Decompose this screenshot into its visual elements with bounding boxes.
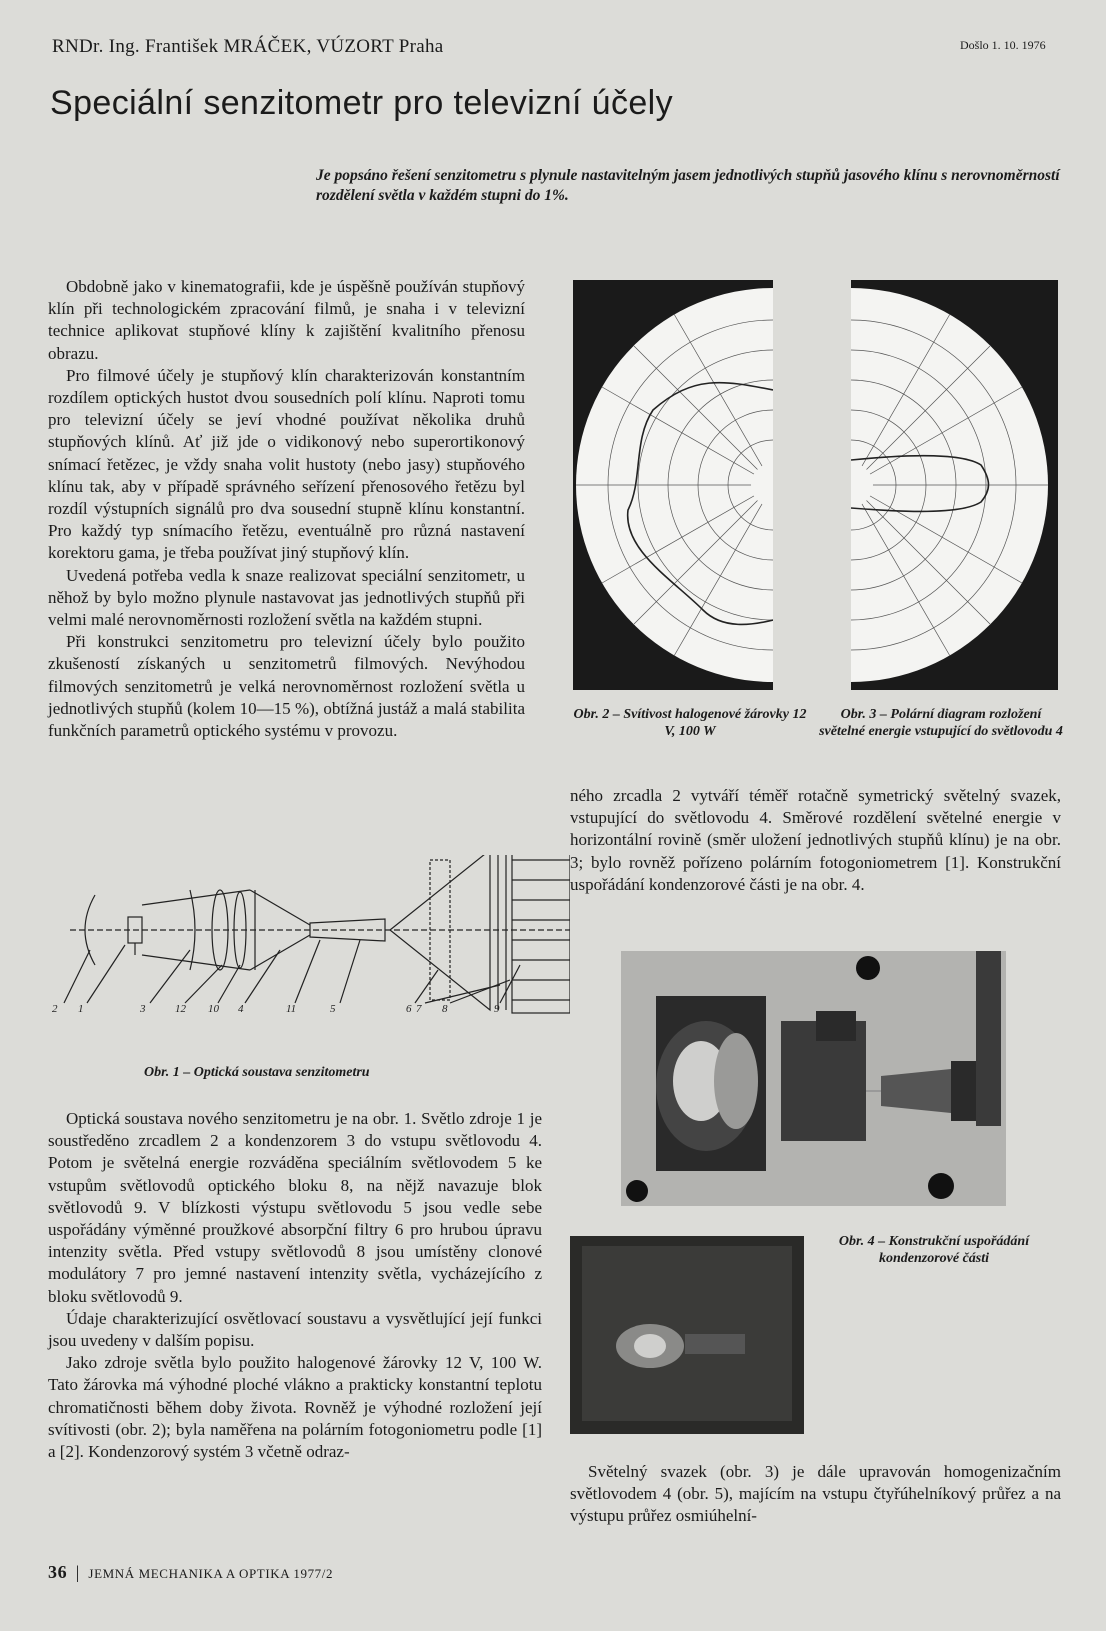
figure-1-caption: Obr. 1 – Optická soustava senzitometru xyxy=(144,1065,370,1080)
right-column-text-mid xyxy=(570,785,1061,896)
fig1-label: 3 xyxy=(140,1003,146,1015)
figure-4-photo-top xyxy=(621,951,1006,1206)
footer-divider: | xyxy=(75,1562,80,1582)
fig1-label: 7 xyxy=(416,1003,422,1015)
abstract: Je popsáno řešení senzitometru s plynule nastavitelným jasem jednotlivých stupňů jasového klínu s nerovnoměrností rozdělení světla v každém stupni do 1%. xyxy=(316,167,1060,204)
figure-4-photo-bottom xyxy=(570,1236,804,1434)
figure-4-caption: Obr. 4 – Konstrukční uspořádání kondenzorové části xyxy=(838,1234,1030,1266)
left-column-text xyxy=(48,276,525,742)
left-column-text-bottom xyxy=(48,1108,542,1463)
received-date: Došlo 1. 10. 1976 xyxy=(960,38,1046,52)
paragraph: Optická soustava nového senzitometru je na obr. 1. Světlo zdroje 1 je soustředěno zrcadlem 2 a kondenzorem 3 do vstupu světlovodu 4. Potom je světelná energie rozváděna speciálním světlovodem 5 ke vstupům světlovodů optického bloku 8, na nějž navazuje blok světlovodů 9. V blízkosti výstupu světlovodu 5 jsou vedle sebe uspořádány výměnné proužkové absorpční filtry 6 pro hrubou úpravu intenzity světla. Před vstupy světlovodů 8 jsou umístěny clonové modulátory 7 pro jemné nastavení intenzity světla, vycházejícího z bloku světlovodů 9. xyxy=(48,1109,542,1306)
fig1-label: 4 xyxy=(238,1003,244,1015)
paragraph: Uvedená potřeba vedla k snaze realizovat speciální senzitometr, u něhož by bylo možno plynule nastavovat jas jednotlivých stupňů při velmi malé nerovnoměrnosti rozložení světla na každém stupni. xyxy=(48,565,525,630)
fig1-label: 12 xyxy=(175,1003,186,1015)
paragraph: Pro filmové účely je stupňový klín charakterizován konstantním rozdílem optických hustot dvou sousedních polí klínu. Naproti tomu pro televizní účely se jeví vhodné používat několika druhů stupňových klínů. Ať již jde o vidikonový nebo superortikonový snímací řetězec, je vždy snaha volit hustoty (nebo jasy) stupňového klínu tak, aby v případě správného seřízení přenosového řetězu byl rozdíl výstupních signálů pro dva sousední stupně klínu konstantní. Pro každý typ snímacího řetězu, eventuálně pro různá nastavení korektoru gama, je třeba používat jiný stupňový klín. xyxy=(48,365,525,563)
figure-3-polar-diagram xyxy=(851,280,1058,690)
page-footer xyxy=(48,1562,333,1583)
journal-name: JEMNÁ MECHANIKA A OPTIKA 1977/2 xyxy=(88,1566,334,1581)
fig1-label: 6 xyxy=(406,1003,412,1015)
figure-2-caption: Obr. 2 – Svítivost halogenové žárovky 12 V, 100 W xyxy=(573,707,807,739)
article-title: Speciální senzitometr pro televizní účely xyxy=(50,84,674,122)
fig1-label: 2 xyxy=(52,1003,58,1015)
fig1-label: 5 xyxy=(330,1003,336,1015)
right-column-text-bottom xyxy=(570,1461,1061,1528)
paragraph: Obdobně jako v kinematografii, kde je úspěšně používán stupňový klín při technologickém zpracování filmů, je snaha i v televizní technice aplikovat stupňové klíny k zajištění kvalitního přenosu obrazu. xyxy=(48,277,525,363)
fig1-label: 10 xyxy=(208,1003,219,1015)
page-number: 36 xyxy=(48,1562,68,1582)
paragraph: Jako zdroje světla bylo použito halogenové žárovky 12 V, 100 W. Tato žárovka má výhodné ploché vlákno a prakticky konstantní teplotu chromatičnosti během doby života. Rovněž je výhodné rozložení její svítivosti (obr. 2); byla naměřena na polárním fotogoniometru podle [1] a [2]. Kondenzorový systém 3 včetně odraz- xyxy=(48,1353,542,1462)
figure-1-optical-schematic xyxy=(50,855,570,1060)
author-line: RNDr. Ing. František MRÁČEK, VÚZORT Praha xyxy=(52,36,444,57)
figure-3-caption: Obr. 3 – Polární diagram rozložení světelné energie vstupující do světlovodu 4 xyxy=(819,707,1063,739)
fig1-label: 11 xyxy=(286,1003,297,1015)
fig1-label: 8 xyxy=(442,1003,448,1015)
fig1-label: 9 xyxy=(494,1003,500,1015)
paragraph: Při konstrukci senzitometru pro televizní účely bylo použito zkušeností získaných u senzitometrů filmových. Nevýhodou filmových senzitometrů je velká nerovnoměrnost rozložení světla u jednotlivých stupňů (kolem 10—15 %), obtížná justáž a malá stabilita funkčních parametrů optického systému v provozu. xyxy=(48,632,525,741)
paragraph: ného zrcadla 2 vytváří téměř rotačně symetrický světelný svazek, vstupující do světlovodu 4. Směrové rozdělení světelné energie v horizontální rovině (směr uložení jednotlivých stupňů klínu) je na obr. 3; bylo rovněž pořízeno polárním fotogoniometrem [1]. Konstrukční uspořádání kondenzorové části je na obr. 4. xyxy=(570,786,1061,894)
paragraph: Světelný svazek (obr. 3) je dále upravován homogenizačním světlovodem 4 (obr. 5), majícím na vstupu čtyřúhelníkový průřez a na výstupu průřez osmiúhelní- xyxy=(570,1462,1061,1526)
paragraph: Údaje charakterizující osvětlovací soustavu a vysvětlující její funkci jsou uvedeny v dalším popisu. xyxy=(48,1308,542,1351)
figure-2-polar-diagram xyxy=(573,280,773,690)
fig1-label: 1 xyxy=(78,1003,84,1015)
